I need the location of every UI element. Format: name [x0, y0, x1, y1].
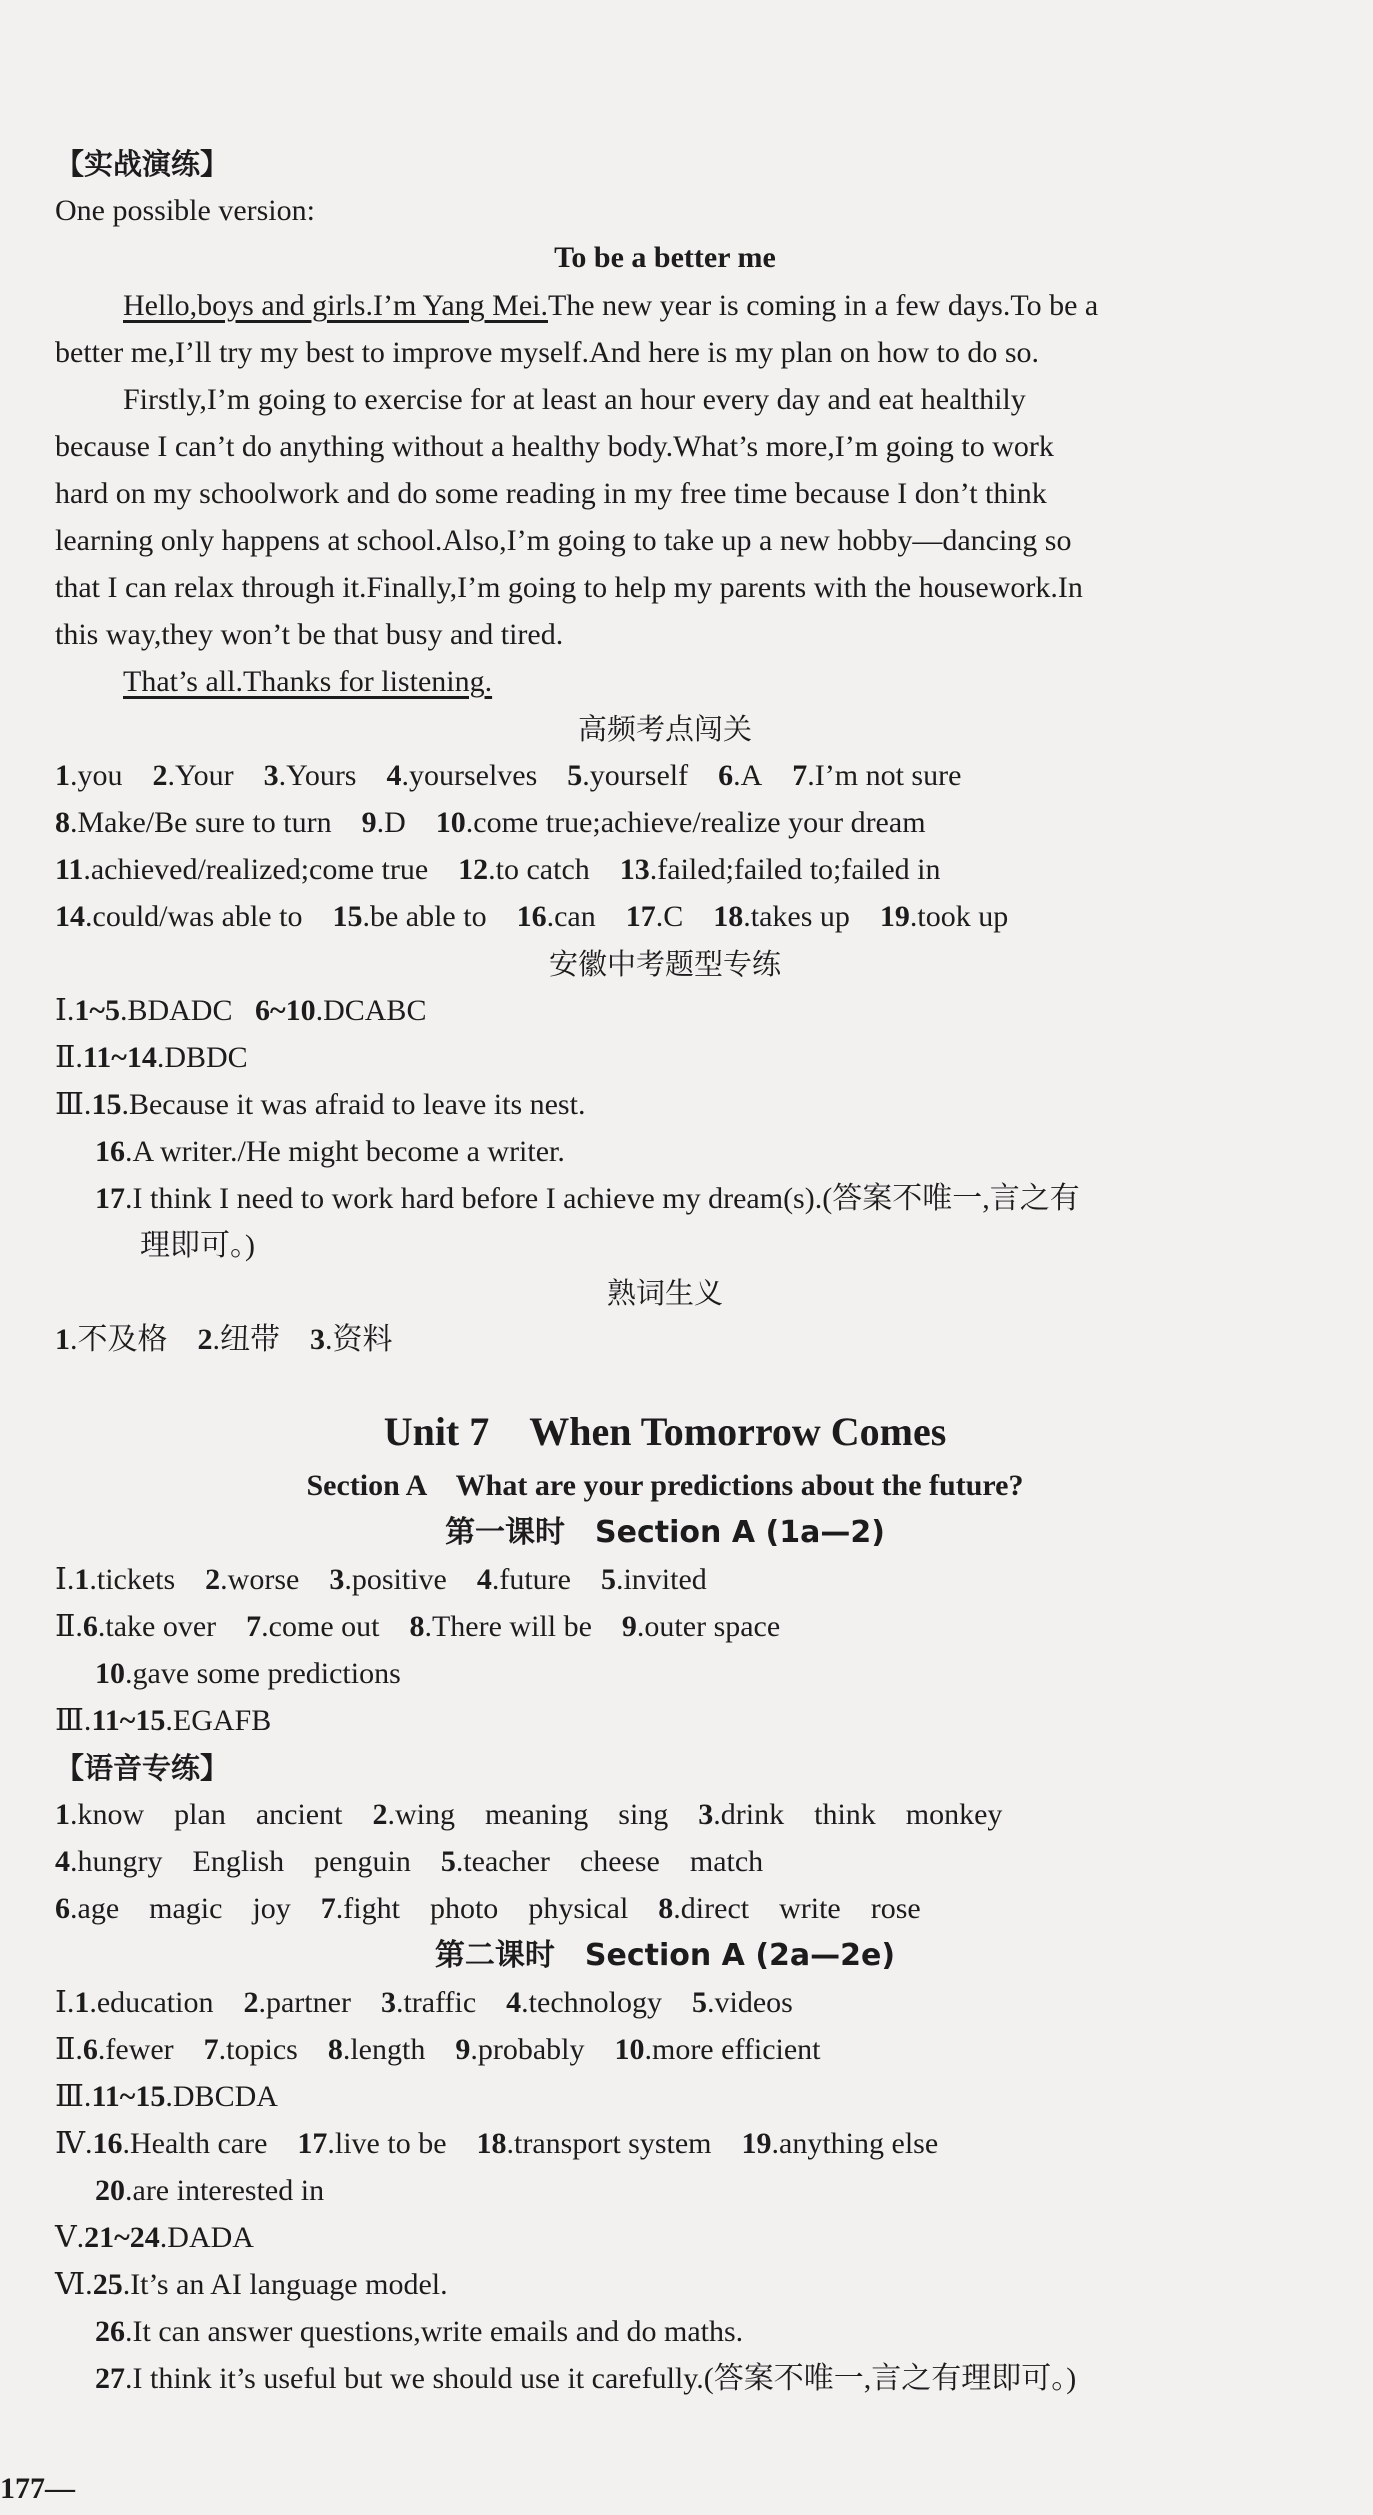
essay-line-3: Firstly,I’m going to exercise for at least an hour every day and eat healthily	[123, 383, 1026, 416]
answer-item	[328, 2032, 426, 2068]
answer-text: .gave some predictions	[125, 1657, 401, 1690]
answer-item	[567, 758, 688, 794]
roman-numeral	[55, 1562, 74, 1598]
roman-label: Ⅰ.	[55, 1986, 75, 2019]
answer-text: .outer space	[636, 1610, 781, 1643]
item-number: 21~24	[84, 2221, 160, 2254]
answer-item	[193, 1844, 285, 1880]
item-number: 11	[55, 853, 84, 886]
answer-text: .length	[342, 2033, 426, 2066]
answer-text: .transport system	[506, 2127, 712, 2160]
item-number: 8	[658, 1892, 674, 1925]
answer-item	[477, 1562, 571, 1598]
answer-text: .took up	[909, 900, 1009, 933]
answer-item	[92, 2126, 267, 2162]
answer-text: .DBDC	[156, 1041, 248, 1074]
gaopin-heading: 高频考点闯关	[577, 712, 752, 746]
answer-text: .Make/Be sure to turn	[70, 806, 332, 839]
answer-item	[614, 2032, 820, 2068]
answer-item	[55, 758, 123, 794]
answer-item	[792, 758, 961, 794]
answer-text: .achieved/realized;come true	[83, 853, 429, 886]
answer-item	[84, 2220, 254, 2256]
item-number: 2	[197, 1323, 213, 1356]
essay-line-8: this way,they won’t be that busy and tired.	[55, 618, 564, 651]
answer-item	[477, 2126, 712, 2162]
answer-item	[55, 1797, 144, 1833]
anhui-line-5	[95, 1181, 1373, 1217]
item-number: 27	[95, 2362, 125, 2395]
roman-label: Ⅱ.	[55, 2033, 83, 2066]
answer-text: rose	[870, 1892, 921, 1925]
item-number: 14	[55, 900, 85, 933]
answer-item	[441, 1844, 550, 1880]
answer-item	[246, 1609, 379, 1645]
answer-text: .worse	[220, 1563, 300, 1596]
item-number: 6	[82, 1610, 98, 1643]
item-number: 7	[792, 759, 808, 792]
answer-item	[626, 899, 684, 935]
anhui-line-3	[55, 1087, 1340, 1123]
item-number: 9	[621, 1610, 637, 1643]
roman-numeral	[55, 2220, 84, 2256]
answer-text: .不及格	[70, 1323, 168, 1356]
item-number: 19	[741, 2127, 772, 2160]
answer-text: .live to be	[327, 2127, 447, 2160]
answer-text: plan	[174, 1798, 226, 1831]
item-number: 15	[91, 1088, 122, 1121]
gaopin-row-4	[55, 899, 1340, 935]
answer-text: .technology	[521, 1986, 662, 2019]
phonetics-heading: 【语音专练】	[55, 1751, 230, 1785]
essay-line-1	[123, 288, 1373, 324]
item-number: 7	[203, 2033, 219, 2066]
answer-item	[436, 805, 926, 841]
answer-item	[658, 1891, 749, 1927]
answer-item	[243, 1985, 350, 2021]
item-number: 16	[516, 900, 547, 933]
answer-item	[93, 2267, 448, 2303]
item-number: 2	[152, 759, 168, 792]
item-number: 25	[92, 2268, 123, 2301]
answer-text: .It can answer questions,write emails and do maths.	[125, 2315, 744, 2348]
answer-item	[381, 1985, 476, 2021]
answer-item	[692, 1985, 793, 2021]
answer-item	[55, 899, 302, 935]
item-number: 9	[455, 2033, 471, 2066]
answer-item	[95, 1656, 401, 1692]
answer-text: .A writer./He might become a writer.	[125, 1135, 565, 1168]
answer-text: .traffic	[395, 1986, 477, 2019]
answer-item	[252, 1891, 290, 1927]
lesson2-row-3	[55, 2079, 1340, 2115]
practice-intro: One possible version:	[55, 194, 315, 227]
item-number: 1	[74, 1986, 90, 2019]
gaopin-row-3	[55, 852, 1340, 888]
item-number: 11~15	[91, 1704, 166, 1737]
answer-text: .takes up	[743, 900, 850, 933]
answer-item	[372, 1797, 455, 1833]
answer-text: .you	[70, 759, 123, 792]
answer-item	[906, 1797, 1003, 1833]
answer-item	[618, 1797, 668, 1833]
answer-item	[149, 1891, 222, 1927]
item-number: 1	[74, 1563, 90, 1596]
item-number: 2	[243, 1986, 259, 2019]
item-number: 3	[380, 1986, 396, 2019]
essay-line-4: because I can’t do anything without a healthy body.What’s more,I’m going to work	[55, 430, 1054, 463]
answer-text: .yourselves	[401, 759, 538, 792]
item-number: 17	[95, 1182, 125, 1215]
roman-numeral	[55, 1609, 83, 1645]
item-number: 4	[55, 1845, 70, 1878]
answer-text: think	[814, 1798, 876, 1831]
answer-text: .teacher	[455, 1845, 550, 1878]
answer-text: .positive	[344, 1563, 447, 1596]
answer-text: .I’m not sure	[807, 759, 962, 792]
answer-text: .D	[376, 806, 406, 839]
answer-item	[601, 1562, 707, 1598]
answer-item	[83, 1609, 216, 1645]
essay-line-9	[123, 664, 1373, 700]
answer-item	[871, 1891, 921, 1927]
answer-item	[620, 852, 941, 888]
answer-item	[517, 899, 596, 935]
shuci-row	[55, 1322, 1340, 1358]
answer-item	[880, 899, 1008, 935]
answer-text: .Yours	[278, 759, 357, 792]
answer-item	[580, 1844, 660, 1880]
lesson2-row-2	[55, 2032, 1340, 2068]
answer-item	[814, 1797, 876, 1833]
answer-text: .hungry	[70, 1845, 163, 1878]
roman-numeral	[55, 2032, 83, 2068]
item-number: 17	[625, 900, 656, 933]
answer-item	[204, 2032, 298, 2068]
item-number: 6	[55, 1892, 70, 1925]
item-number: 26	[95, 2315, 125, 2348]
anhui-line-1	[55, 993, 1340, 1029]
answer-text: .DADA	[159, 2221, 254, 2254]
unit-title: Unit 7 When Tomorrow Comes	[383, 1409, 947, 1454]
answer-text: .failed;failed to;failed in	[649, 853, 941, 886]
item-number: 3	[329, 1563, 345, 1596]
answer-text: .drink	[713, 1798, 785, 1831]
item-number: 5	[691, 1986, 707, 2019]
lesson-1-title: 第一课时 Section A (1a—2)	[445, 1515, 885, 1550]
answer-text: .fight	[335, 1892, 400, 1925]
essay-closing: That’s all.Thanks for listening.	[123, 665, 493, 698]
answer-text: match	[689, 1845, 764, 1878]
answer-item	[386, 758, 537, 794]
answer-item	[91, 2079, 277, 2115]
answer-text: .direct	[673, 1892, 750, 1925]
answer-text: photo	[429, 1892, 499, 1925]
answer-text: .take over	[97, 1610, 217, 1643]
answer-text: .more efficient	[644, 2033, 821, 2066]
answer-text: English	[192, 1845, 285, 1878]
lesson1-row-2	[55, 1609, 1340, 1645]
answer-text: meaning	[484, 1798, 589, 1831]
answer-item	[742, 2126, 939, 2162]
answer-text: .come out	[261, 1610, 380, 1643]
item-number: 13	[619, 853, 650, 886]
answer-item	[174, 1797, 226, 1833]
roman-numeral	[55, 1703, 91, 1739]
item-number: 3	[698, 1798, 714, 1831]
answer-text: monkey	[905, 1798, 1003, 1831]
essay-title: To be a better me	[554, 241, 776, 274]
answer-text: .It’s an AI language model.	[122, 2268, 448, 2301]
roman-numeral: Ⅲ.	[55, 1088, 92, 1121]
answer-text: cheese	[579, 1845, 660, 1878]
answer-item	[264, 758, 357, 794]
answer-text: .I think it’s useful but we should use it carefully.(答案不唯一,言之有理即可。)	[125, 2362, 1077, 2395]
answer-text: .资料	[325, 1323, 393, 1356]
essay-text: The new year is coming in a few days.To be a	[547, 289, 1099, 322]
item-number: 1	[55, 1798, 70, 1831]
lesson2-row-7	[55, 2267, 1340, 2303]
answer-item	[297, 2126, 446, 2162]
anhui-line-2	[55, 1040, 1340, 1076]
item-number: 6	[718, 759, 734, 792]
item-number: 6	[82, 2033, 98, 2066]
essay-greeting: Hello,boys and girls.I’m Yang Mei.	[123, 289, 548, 322]
answer-item	[95, 2314, 743, 2350]
answer-text: .be able to	[362, 900, 487, 933]
answer-text: .fewer	[97, 2033, 174, 2066]
section-title: Section A What are your predictions about the future?	[306, 1469, 1024, 1502]
answer-text: write	[779, 1892, 841, 1925]
answer-item	[153, 758, 234, 794]
item-number: 3	[310, 1323, 325, 1356]
answer-item	[55, 1844, 163, 1880]
answer-item	[55, 1322, 168, 1358]
answer-text: sing	[618, 1798, 669, 1831]
answer-text: .BDADC	[119, 994, 233, 1027]
answer-text: .invited	[615, 1563, 707, 1596]
item-number: 3	[263, 759, 279, 792]
answer-item	[718, 758, 762, 794]
roman-label: Ⅰ.	[55, 1563, 75, 1596]
essay-line-5: hard on my schoolwork and do some reading in my free time because I don’t think	[55, 477, 1047, 510]
roman-numeral: Ⅰ.	[55, 994, 75, 1027]
answer-text: .are interested in	[125, 2174, 325, 2207]
answer-item	[55, 852, 428, 888]
item-number: 11~15	[91, 2080, 166, 2113]
item-number: 5	[567, 759, 583, 792]
answer-item	[506, 1985, 662, 2021]
answer-text: .yourself	[582, 759, 689, 792]
answer-item	[198, 1322, 281, 1358]
shuci-heading: 熟词生义	[606, 1276, 723, 1310]
answer-text: .纽带	[212, 1323, 280, 1356]
item-number: 8	[327, 2033, 343, 2066]
roman-label: Ⅲ.	[55, 2080, 92, 2113]
essay-line-6: learning only happens at school.Also,I’m going to take up a new hobby—dancing so	[55, 524, 1072, 557]
answer-item	[485, 1797, 588, 1833]
answer-text: .topics	[218, 2033, 298, 2066]
roman-numeral	[55, 2126, 92, 2162]
answer-text: magic	[149, 1892, 223, 1925]
answer-text: .Health care	[122, 2127, 268, 2160]
lesson1-row-1	[55, 1562, 1340, 1598]
answer-text: .could/was able to	[85, 900, 303, 933]
item-number: 7	[320, 1892, 336, 1925]
answer-item	[95, 2361, 1076, 2397]
lesson2-row-8	[95, 2314, 1373, 2350]
item-number: 10	[435, 806, 466, 839]
essay-line-2: better me,I’ll try my best to improve myself.And here is my plan on how to do so.	[55, 336, 1039, 369]
item-number: 1	[55, 759, 70, 792]
item-number: 19	[879, 900, 910, 933]
answer-text: ancient	[255, 1798, 343, 1831]
answer-text: .education	[89, 1986, 214, 2019]
answer-text: .partner	[258, 1986, 351, 2019]
answer-text: penguin	[314, 1845, 411, 1878]
phonetics-row-2	[55, 1844, 1340, 1880]
answer-text: .anything else	[771, 2127, 939, 2160]
answer-item	[310, 1322, 393, 1358]
answer-item	[55, 805, 332, 841]
roman-numeral	[55, 2267, 93, 2303]
item-number: 4	[476, 1563, 492, 1596]
answer-text: .probably	[470, 2033, 585, 2066]
item-number: 11~14	[82, 1041, 157, 1074]
answer-item	[409, 1609, 591, 1645]
page-number: 177—	[0, 2472, 75, 2505]
phonetics-row-1	[55, 1797, 1340, 1833]
answer-text: joy	[252, 1892, 291, 1925]
item-number: 7	[246, 1610, 262, 1643]
answer-text: .age	[70, 1892, 120, 1925]
item-number: 9	[361, 806, 377, 839]
answer-text: .I think I need to work hard before I achieve my dream(s).(答案不唯一,言之有	[125, 1182, 1080, 1215]
gaopin-row-1	[55, 758, 1340, 794]
item-number: 10	[614, 2033, 645, 2066]
answer-item	[329, 1562, 447, 1598]
answer-item	[55, 1891, 119, 1927]
answer-item	[205, 1562, 299, 1598]
answer-text: .tickets	[89, 1563, 176, 1596]
answer-item	[362, 805, 406, 841]
lesson2-row-9	[95, 2361, 1373, 2397]
roman-label: Ⅴ.	[55, 2221, 85, 2254]
answer-item	[698, 1797, 784, 1833]
roman-label: Ⅳ.	[55, 2127, 93, 2160]
answer-item	[91, 1703, 271, 1739]
roman-numeral	[55, 2079, 91, 2115]
item-number: 4	[506, 1986, 522, 2019]
essay-line-7: that I can relax through it.Finally,I’m going to help my parents with the housework.In	[55, 571, 1083, 604]
answer-text: .videos	[706, 1986, 793, 2019]
gaopin-row-2	[55, 805, 1340, 841]
answer-item	[455, 2032, 584, 2068]
answer-text: .EGAFB	[165, 1704, 272, 1737]
item-number: 20	[95, 2174, 125, 2207]
lesson1-row-3	[95, 1656, 1373, 1692]
item-number: 15	[332, 900, 363, 933]
roman-label: Ⅵ.	[55, 2268, 93, 2301]
phonetics-row-3	[55, 1891, 1340, 1927]
item-number: 4	[386, 759, 402, 792]
answer-item	[713, 899, 850, 935]
item-number: 2	[372, 1798, 388, 1831]
roman-label: Ⅱ.	[55, 1610, 83, 1643]
answer-item	[430, 1891, 498, 1927]
lesson1-row-4	[55, 1703, 1340, 1739]
answer-text: .A	[733, 759, 763, 792]
answer-item	[321, 1891, 400, 1927]
roman-numeral: Ⅱ.	[55, 1041, 83, 1074]
lesson2-row-1	[55, 1985, 1340, 2021]
item-number: 1	[55, 1323, 70, 1356]
answer-text: .Your	[167, 759, 234, 792]
answer-text: .know	[70, 1798, 145, 1831]
anhui-line-4	[95, 1134, 1373, 1170]
answer-text: .come true;achieve/realize your dream	[465, 806, 926, 839]
anhui-heading: 安徽中考题型专练	[548, 947, 781, 981]
answer-item	[74, 1562, 175, 1598]
item-number: 5	[600, 1563, 616, 1596]
answer-item	[622, 1609, 780, 1645]
answer-text: .DCABC	[315, 994, 427, 1027]
item-number: 8	[55, 806, 70, 839]
item-number: 1~5	[74, 994, 120, 1027]
item-number: 18	[476, 2127, 507, 2160]
answer-text: .C	[655, 900, 684, 933]
answer-item	[256, 1797, 343, 1833]
answer-item	[74, 1985, 213, 2021]
answer-item	[779, 1891, 841, 1927]
item-number: 6~10	[254, 994, 316, 1027]
roman-numeral	[55, 1985, 74, 2021]
answer-text: .to catch	[488, 853, 590, 886]
item-number: 17	[297, 2127, 328, 2160]
answer-text: .future	[491, 1563, 571, 1596]
item-number: 16	[92, 2127, 123, 2160]
roman-label: Ⅲ.	[55, 1704, 92, 1737]
item-number: 18	[713, 900, 744, 933]
answer-text: .DBCDA	[165, 2080, 278, 2113]
answer-item	[95, 2173, 324, 2209]
item-number: 10	[95, 1657, 125, 1690]
answer-text: physical	[528, 1892, 629, 1925]
answer-item	[458, 852, 590, 888]
answer-text: .wing	[387, 1798, 455, 1831]
item-number: 2	[205, 1563, 221, 1596]
lesson2-row-5	[95, 2173, 1373, 2209]
item-number: 5	[440, 1845, 456, 1878]
answer-item	[528, 1891, 628, 1927]
lesson-2-title: 第二课时 Section A (2a—2e)	[434, 1938, 896, 1973]
item-number: 8	[409, 1610, 425, 1643]
lesson2-row-6	[55, 2220, 1340, 2256]
answer-item	[83, 2032, 174, 2068]
answer-item	[332, 899, 486, 935]
item-number: 16	[95, 1135, 125, 1168]
anhui-line-6: 理即可。)	[140, 1229, 255, 1262]
answer-item	[690, 1844, 763, 1880]
lesson2-row-4	[55, 2126, 1340, 2162]
answer-text: .can	[546, 900, 596, 933]
practice-heading: 【实战演练】	[55, 147, 230, 181]
answer-item	[314, 1844, 411, 1880]
answer-text: .There will be	[424, 1610, 592, 1643]
item-number: 12	[458, 853, 489, 886]
answer-text: .Because it was afraid to leave its nest.	[121, 1088, 586, 1121]
